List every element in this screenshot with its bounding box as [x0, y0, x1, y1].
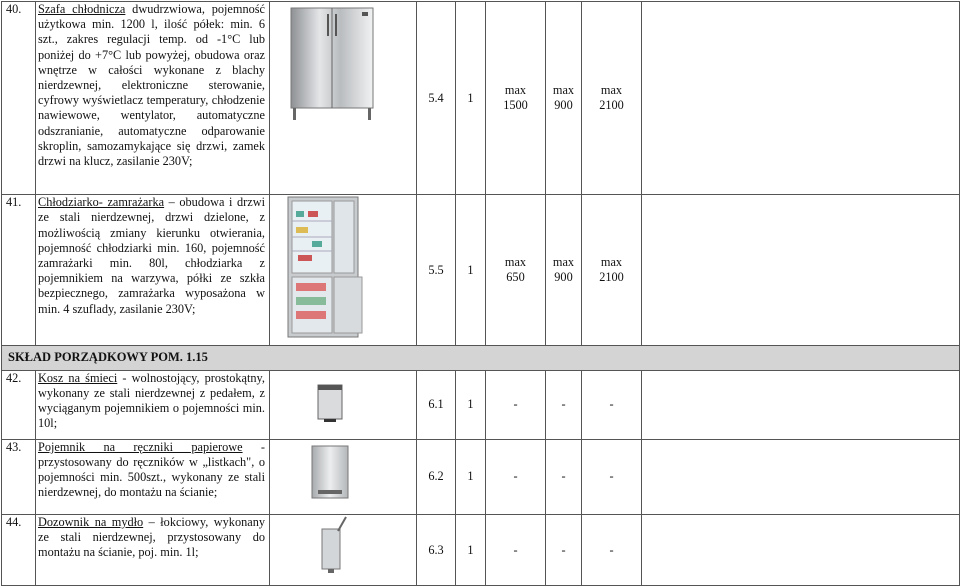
item-quantity: 1 — [456, 370, 486, 439]
image-cell — [270, 195, 417, 346]
item-spec: – łokciowy, wykonany ze stali nierdzewnej, przystosowany do montażu na ścianie, poj. min. 1l; — [38, 515, 265, 560]
row-number: 41. — [2, 195, 36, 346]
item-depth: - — [546, 370, 582, 439]
item-quantity: 1 — [456, 439, 486, 514]
item-code: 6.1 — [417, 370, 456, 439]
width-prefix: max — [504, 255, 527, 270]
item-description — [36, 2, 270, 195]
item-name: Kosz na śmieci — [38, 370, 118, 385]
depth-prefix: max — [552, 255, 575, 270]
extra-cell — [642, 515, 960, 586]
image-cell — [270, 439, 417, 514]
table-row — [2, 439, 960, 514]
item-width: - — [486, 439, 546, 514]
extra-cell — [642, 439, 960, 514]
height-value: 2100 — [599, 270, 624, 285]
row-number: 42. — [2, 370, 36, 439]
item-description — [36, 195, 270, 346]
item-description — [36, 439, 270, 514]
item-code: 6.3 — [417, 515, 456, 586]
depth-prefix: max — [552, 82, 575, 97]
table-row — [2, 195, 960, 346]
item-name: Szafa chłodnicza — [38, 2, 126, 16]
height-value: 2100 — [599, 98, 624, 113]
height-prefix: max — [600, 255, 623, 270]
item-quantity: 1 — [456, 195, 486, 346]
image-cell — [270, 2, 417, 195]
soap-dispenser-image — [270, 515, 416, 581]
row-number: 44. — [2, 515, 36, 586]
table-row — [2, 370, 960, 439]
item-description — [36, 370, 270, 439]
height-prefix: max — [600, 82, 623, 97]
width-value: 650 — [506, 270, 525, 285]
item-spec: – obudowa i drzwi ze stali nierdzewnej, drzwi dzielone, z możliwością zmiany kierunku otwierania, pojemność chłodziarki min. 160, pojemność zamrażarki min. 80l, chłodziarka z pojemnikiem na warzywa, półki ze szkła bezpiecznego, zamrażarka wyposażona w min. 4 szuflady, zasilanie 230V; — [38, 195, 265, 316]
fridge-double-door-image — [270, 2, 416, 190]
row-number: 43. — [2, 439, 36, 514]
item-width — [486, 2, 546, 195]
depth-value: 900 — [554, 98, 573, 113]
item-name: Chłodziarko- zamrażarka — [38, 195, 165, 210]
fridge-freezer-image — [270, 195, 416, 341]
item-quantity: 1 — [456, 515, 486, 586]
item-width: - — [486, 515, 546, 586]
extra-cell — [642, 2, 960, 195]
item-depth: - — [546, 439, 582, 514]
extra-cell — [642, 370, 960, 439]
trash-bin-image — [270, 371, 416, 435]
item-depth — [546, 195, 582, 346]
row-number: 40. — [2, 2, 36, 195]
depth-value: 900 — [554, 270, 573, 285]
item-quantity: 1 — [456, 2, 486, 195]
item-height: - — [582, 370, 642, 439]
item-height — [582, 2, 642, 195]
item-width: - — [486, 370, 546, 439]
item-description — [36, 515, 270, 586]
item-spec: - przystosowany do ręczników w „listkach", o pojemności min. 500szt., wykonany ze stali nierdzewnej, do montażu na ścianie; — [38, 439, 266, 500]
item-spec: - wolnostojący, prostokątny, wykonany ze stali nierdzewnej z pedałem, z wyciąganym pojemnikiem o pojemności min. 10l; — [38, 370, 265, 431]
item-code: 6.2 — [417, 439, 456, 514]
width-value: 1500 — [503, 98, 528, 113]
section-header-row — [2, 346, 960, 370]
item-height — [582, 195, 642, 346]
item-spec: dwudrzwiowa, pojemność użytkowa min. 1200 l, ilość półek: min. 6 szt., zakres regulacji temp. od -1°C lub poniżej do +7°C lub powyżej, obudowa oraz wnętrze w całości wykonane z blachy nierdzewnej, elektroniczne sterowanie, cyfrowy wyświetlacz temperatury, chłodzenie nawiewowe, wentylator, automatyczne odszranianie, automatyczne odparowanie skroplin, samozamykające się drzwi, zamek drzwi na klucz, zasilanie 230V; — [38, 2, 265, 169]
item-height: - — [582, 515, 642, 586]
equipment-table — [1, 1, 960, 586]
item-width — [486, 195, 546, 346]
item-name: Pojemnik na ręczniki papierowe — [38, 439, 243, 454]
towel-dispenser-image — [270, 440, 416, 510]
item-depth: - — [546, 515, 582, 586]
extra-cell — [642, 195, 960, 346]
width-prefix: max — [504, 82, 527, 97]
table-row — [2, 515, 960, 586]
table-row — [2, 2, 960, 195]
item-code: 5.4 — [417, 2, 456, 195]
item-height: - — [582, 439, 642, 514]
image-cell — [270, 370, 417, 439]
item-depth — [546, 2, 582, 195]
section-title: SKŁAD PORZĄDKOWY POM. 1.15 — [2, 346, 960, 370]
image-cell — [270, 515, 417, 586]
item-name: Dozownik na mydło — [38, 515, 144, 530]
item-code: 5.5 — [417, 195, 456, 346]
